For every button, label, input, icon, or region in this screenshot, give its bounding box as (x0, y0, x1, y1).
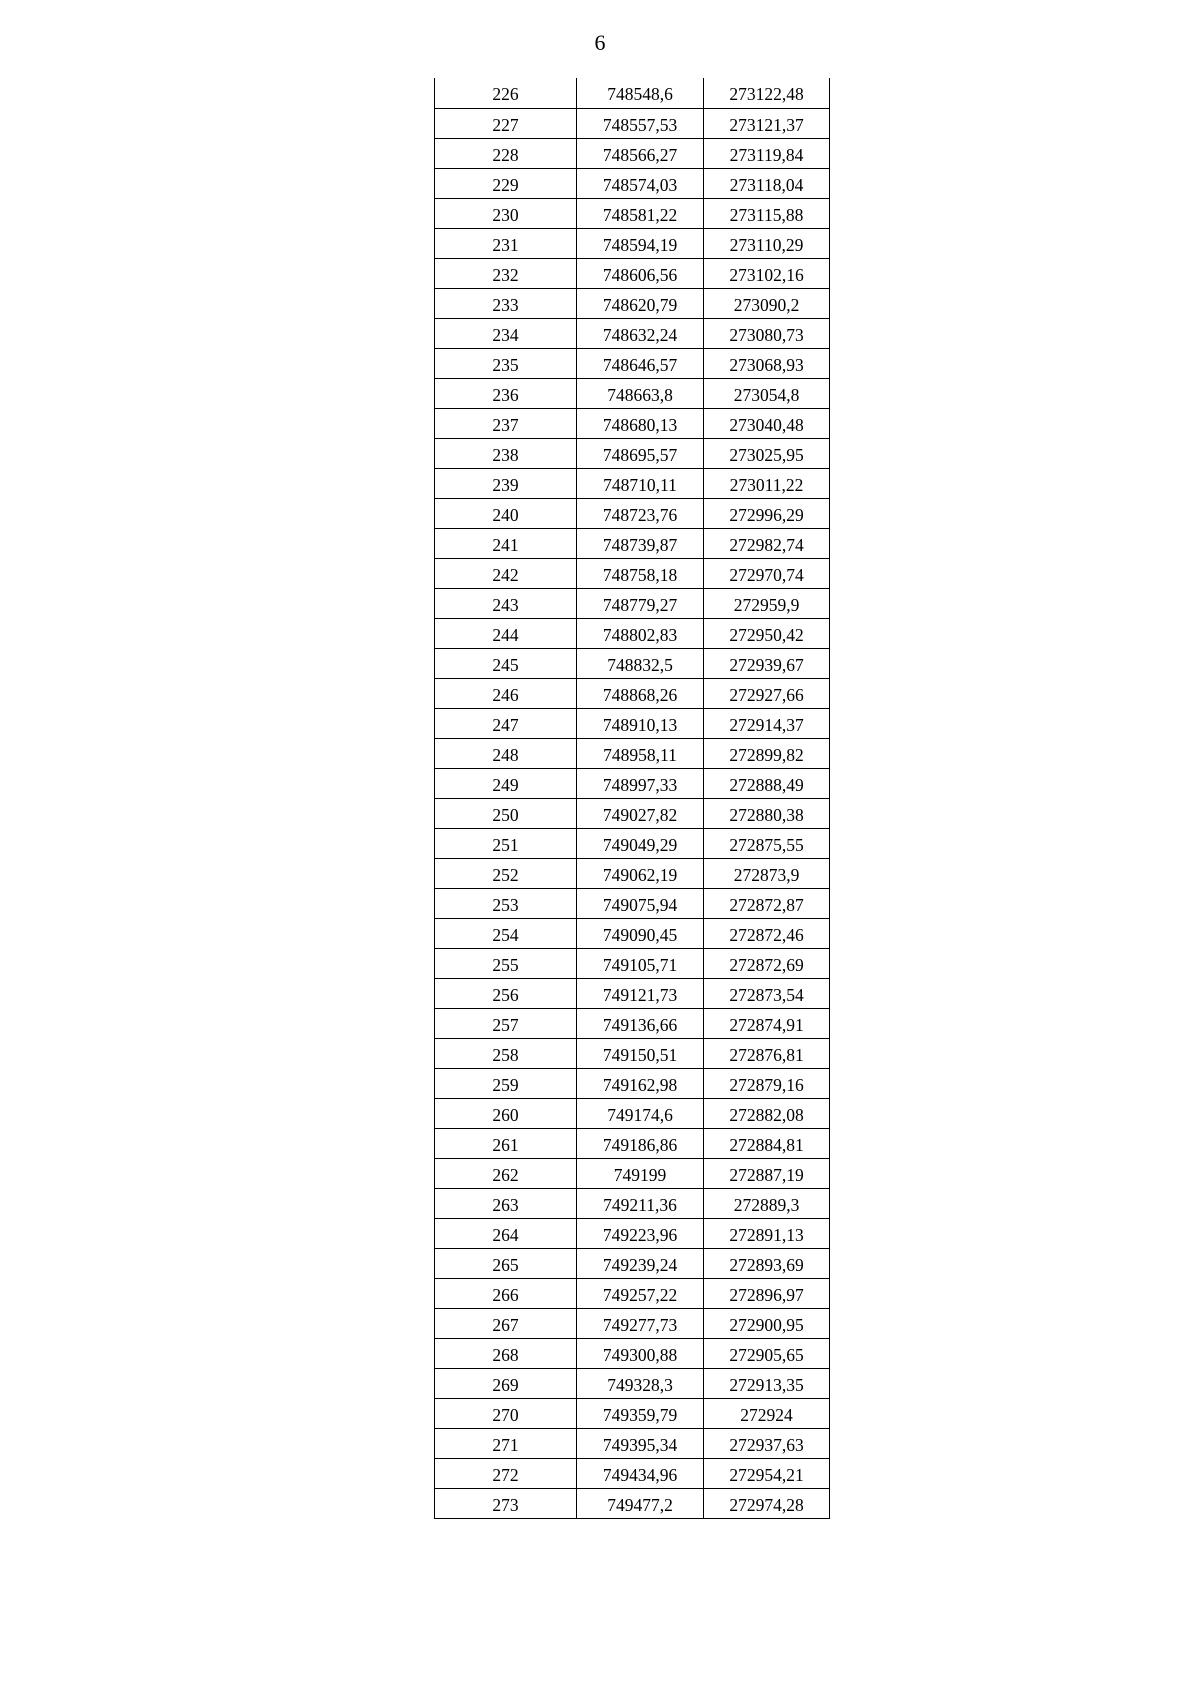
point-number-cell: 244 (435, 618, 577, 648)
table-row (435, 888, 830, 918)
x-coordinate-cell: 749434,96 (577, 1458, 704, 1488)
y-coordinate-cell: 273119,84 (704, 138, 830, 168)
point-number-cell: 271 (435, 1428, 577, 1458)
point-number-cell: 235 (435, 348, 577, 378)
table-row (435, 1008, 830, 1038)
x-coordinate-cell: 748739,87 (577, 528, 704, 558)
x-coordinate-cell: 748548,6 (577, 78, 704, 108)
table-row (435, 558, 830, 588)
x-coordinate-cell: 749121,73 (577, 978, 704, 1008)
y-coordinate-cell: 272924 (704, 1398, 830, 1428)
y-coordinate-cell: 272970,74 (704, 558, 830, 588)
x-coordinate-cell: 749359,79 (577, 1398, 704, 1428)
table-row (435, 948, 830, 978)
point-number-cell: 226 (435, 78, 577, 108)
x-coordinate-cell: 749062,19 (577, 858, 704, 888)
x-coordinate-cell: 748758,18 (577, 558, 704, 588)
x-coordinate-cell: 748832,5 (577, 648, 704, 678)
point-number-cell: 236 (435, 378, 577, 408)
x-coordinate-cell: 748606,56 (577, 258, 704, 288)
point-number-cell: 228 (435, 138, 577, 168)
y-coordinate-cell: 272876,81 (704, 1038, 830, 1068)
point-number-cell: 234 (435, 318, 577, 348)
x-coordinate-cell: 749211,36 (577, 1188, 704, 1218)
x-coordinate-cell: 749150,51 (577, 1038, 704, 1068)
point-number-cell: 266 (435, 1278, 577, 1308)
y-coordinate-cell: 273115,88 (704, 198, 830, 228)
point-number-cell: 227 (435, 108, 577, 138)
table-row (435, 1218, 830, 1248)
table-row (435, 1308, 830, 1338)
x-coordinate-cell: 749395,34 (577, 1428, 704, 1458)
table-row (435, 408, 830, 438)
y-coordinate-cell: 272950,42 (704, 618, 830, 648)
table-row (435, 1158, 830, 1188)
table-row (435, 258, 830, 288)
x-coordinate-cell: 748566,27 (577, 138, 704, 168)
point-number-cell: 239 (435, 468, 577, 498)
point-number-cell: 253 (435, 888, 577, 918)
x-coordinate-cell: 749199 (577, 1158, 704, 1188)
table-row (435, 348, 830, 378)
point-number-cell: 263 (435, 1188, 577, 1218)
y-coordinate-cell: 272996,29 (704, 498, 830, 528)
x-coordinate-cell: 748663,8 (577, 378, 704, 408)
y-coordinate-cell: 272872,69 (704, 948, 830, 978)
x-coordinate-cell: 749186,86 (577, 1128, 704, 1158)
point-number-cell: 252 (435, 858, 577, 888)
y-coordinate-cell: 272913,35 (704, 1368, 830, 1398)
x-coordinate-cell: 749162,98 (577, 1068, 704, 1098)
point-number-cell: 255 (435, 948, 577, 978)
point-number-cell: 260 (435, 1098, 577, 1128)
table-row (435, 678, 830, 708)
point-number-cell: 258 (435, 1038, 577, 1068)
point-number-cell: 232 (435, 258, 577, 288)
table-row (435, 1068, 830, 1098)
x-coordinate-cell: 748594,19 (577, 228, 704, 258)
y-coordinate-cell: 273080,73 (704, 318, 830, 348)
y-coordinate-cell: 272887,19 (704, 1158, 830, 1188)
coordinates-table (434, 78, 830, 1519)
table-row (435, 1128, 830, 1158)
table-row (435, 108, 830, 138)
table-row (435, 918, 830, 948)
y-coordinate-cell: 273068,93 (704, 348, 830, 378)
y-coordinate-cell: 272875,55 (704, 828, 830, 858)
y-coordinate-cell: 272893,69 (704, 1248, 830, 1278)
y-coordinate-cell: 272872,46 (704, 918, 830, 948)
point-number-cell: 246 (435, 678, 577, 708)
x-coordinate-cell: 748868,26 (577, 678, 704, 708)
x-coordinate-cell: 749027,82 (577, 798, 704, 828)
x-coordinate-cell: 749277,73 (577, 1308, 704, 1338)
table-row (435, 1398, 830, 1428)
x-coordinate-cell: 748910,13 (577, 708, 704, 738)
y-coordinate-cell: 273122,48 (704, 78, 830, 108)
x-coordinate-cell: 749328,3 (577, 1368, 704, 1398)
x-coordinate-cell: 749223,96 (577, 1218, 704, 1248)
x-coordinate-cell: 749075,94 (577, 888, 704, 918)
y-coordinate-cell: 272914,37 (704, 708, 830, 738)
y-coordinate-cell: 273011,22 (704, 468, 830, 498)
table-row (435, 318, 830, 348)
x-coordinate-cell: 749239,24 (577, 1248, 704, 1278)
x-coordinate-cell: 748723,76 (577, 498, 704, 528)
y-coordinate-cell: 272884,81 (704, 1128, 830, 1158)
x-coordinate-cell: 748779,27 (577, 588, 704, 618)
point-number-cell: 264 (435, 1218, 577, 1248)
point-number-cell: 229 (435, 168, 577, 198)
x-coordinate-cell: 748574,03 (577, 168, 704, 198)
table-row (435, 588, 830, 618)
point-number-cell: 268 (435, 1338, 577, 1368)
x-coordinate-cell: 749090,45 (577, 918, 704, 948)
x-coordinate-cell: 748620,79 (577, 288, 704, 318)
point-number-cell: 245 (435, 648, 577, 678)
table-row (435, 138, 830, 168)
table-row (435, 648, 830, 678)
table-row (435, 1428, 830, 1458)
table-row (435, 738, 830, 768)
y-coordinate-cell: 272954,21 (704, 1458, 830, 1488)
table-row (435, 1038, 830, 1068)
y-coordinate-cell: 272874,91 (704, 1008, 830, 1038)
table-row (435, 438, 830, 468)
table-row (435, 978, 830, 1008)
point-number-cell: 265 (435, 1248, 577, 1278)
y-coordinate-cell: 272959,9 (704, 588, 830, 618)
table-row (435, 498, 830, 528)
page-number: 6 (594, 30, 606, 55)
point-number-cell: 261 (435, 1128, 577, 1158)
table-row (435, 468, 830, 498)
y-coordinate-cell: 272899,82 (704, 738, 830, 768)
y-coordinate-cell: 272872,87 (704, 888, 830, 918)
table-row (435, 378, 830, 408)
point-number-cell: 272 (435, 1458, 577, 1488)
y-coordinate-cell: 273102,16 (704, 258, 830, 288)
x-coordinate-cell: 748581,22 (577, 198, 704, 228)
x-coordinate-cell: 749105,71 (577, 948, 704, 978)
table-row (435, 1098, 830, 1128)
point-number-cell: 250 (435, 798, 577, 828)
table-row (435, 168, 830, 198)
table-row (435, 228, 830, 258)
coordinates-table-body (435, 78, 830, 1518)
table-row (435, 798, 830, 828)
point-number-cell: 254 (435, 918, 577, 948)
table-row (435, 708, 830, 738)
y-coordinate-cell: 272888,49 (704, 768, 830, 798)
x-coordinate-cell: 748958,11 (577, 738, 704, 768)
table-row (435, 1488, 830, 1518)
y-coordinate-cell: 273090,2 (704, 288, 830, 318)
point-number-cell: 262 (435, 1158, 577, 1188)
table-row (435, 1458, 830, 1488)
y-coordinate-cell: 272880,38 (704, 798, 830, 828)
point-number-cell: 241 (435, 528, 577, 558)
y-coordinate-cell: 272889,3 (704, 1188, 830, 1218)
point-number-cell: 237 (435, 408, 577, 438)
x-coordinate-cell: 748646,57 (577, 348, 704, 378)
y-coordinate-cell: 272974,28 (704, 1488, 830, 1518)
y-coordinate-cell: 273054,8 (704, 378, 830, 408)
y-coordinate-cell: 273110,29 (704, 228, 830, 258)
y-coordinate-cell: 273118,04 (704, 168, 830, 198)
x-coordinate-cell: 748557,53 (577, 108, 704, 138)
y-coordinate-cell: 272905,65 (704, 1338, 830, 1368)
y-coordinate-cell: 272873,54 (704, 978, 830, 1008)
y-coordinate-cell: 272927,66 (704, 678, 830, 708)
y-coordinate-cell: 272937,63 (704, 1428, 830, 1458)
point-number-cell: 269 (435, 1368, 577, 1398)
point-number-cell: 256 (435, 978, 577, 1008)
table-row (435, 828, 830, 858)
y-coordinate-cell: 272896,97 (704, 1278, 830, 1308)
point-number-cell: 259 (435, 1068, 577, 1098)
y-coordinate-cell: 272900,95 (704, 1308, 830, 1338)
table-row (435, 528, 830, 558)
point-number-cell: 242 (435, 558, 577, 588)
point-number-cell: 243 (435, 588, 577, 618)
point-number-cell: 257 (435, 1008, 577, 1038)
x-coordinate-cell: 748802,83 (577, 618, 704, 648)
x-coordinate-cell: 749174,6 (577, 1098, 704, 1128)
point-number-cell: 267 (435, 1308, 577, 1338)
table-row (435, 1278, 830, 1308)
point-number-cell: 249 (435, 768, 577, 798)
point-number-cell: 238 (435, 438, 577, 468)
table-row (435, 858, 830, 888)
y-coordinate-cell: 272873,9 (704, 858, 830, 888)
x-coordinate-cell: 748680,13 (577, 408, 704, 438)
y-coordinate-cell: 272939,67 (704, 648, 830, 678)
point-number-cell: 231 (435, 228, 577, 258)
table-row (435, 1248, 830, 1278)
y-coordinate-cell: 272891,13 (704, 1218, 830, 1248)
y-coordinate-cell: 272982,74 (704, 528, 830, 558)
x-coordinate-cell: 748632,24 (577, 318, 704, 348)
point-number-cell: 273 (435, 1488, 577, 1518)
point-number-cell: 240 (435, 498, 577, 528)
table-row (435, 288, 830, 318)
table-row (435, 1368, 830, 1398)
point-number-cell: 251 (435, 828, 577, 858)
y-coordinate-cell: 273121,37 (704, 108, 830, 138)
x-coordinate-cell: 748695,57 (577, 438, 704, 468)
table-row (435, 1338, 830, 1368)
point-number-cell: 247 (435, 708, 577, 738)
x-coordinate-cell: 749257,22 (577, 1278, 704, 1308)
table-row (435, 1188, 830, 1218)
y-coordinate-cell: 273025,95 (704, 438, 830, 468)
x-coordinate-cell: 749136,66 (577, 1008, 704, 1038)
x-coordinate-cell: 748710,11 (577, 468, 704, 498)
point-number-cell: 230 (435, 198, 577, 228)
table-row (435, 198, 830, 228)
point-number-cell: 233 (435, 288, 577, 318)
x-coordinate-cell: 749049,29 (577, 828, 704, 858)
y-coordinate-cell: 273040,48 (704, 408, 830, 438)
x-coordinate-cell: 748997,33 (577, 768, 704, 798)
point-number-cell: 270 (435, 1398, 577, 1428)
table-row (435, 618, 830, 648)
x-coordinate-cell: 749477,2 (577, 1488, 704, 1518)
y-coordinate-cell: 272882,08 (704, 1098, 830, 1128)
table-row (435, 768, 830, 798)
table-row (435, 78, 830, 108)
y-coordinate-cell: 272879,16 (704, 1068, 830, 1098)
point-number-cell: 248 (435, 738, 577, 768)
x-coordinate-cell: 749300,88 (577, 1338, 704, 1368)
